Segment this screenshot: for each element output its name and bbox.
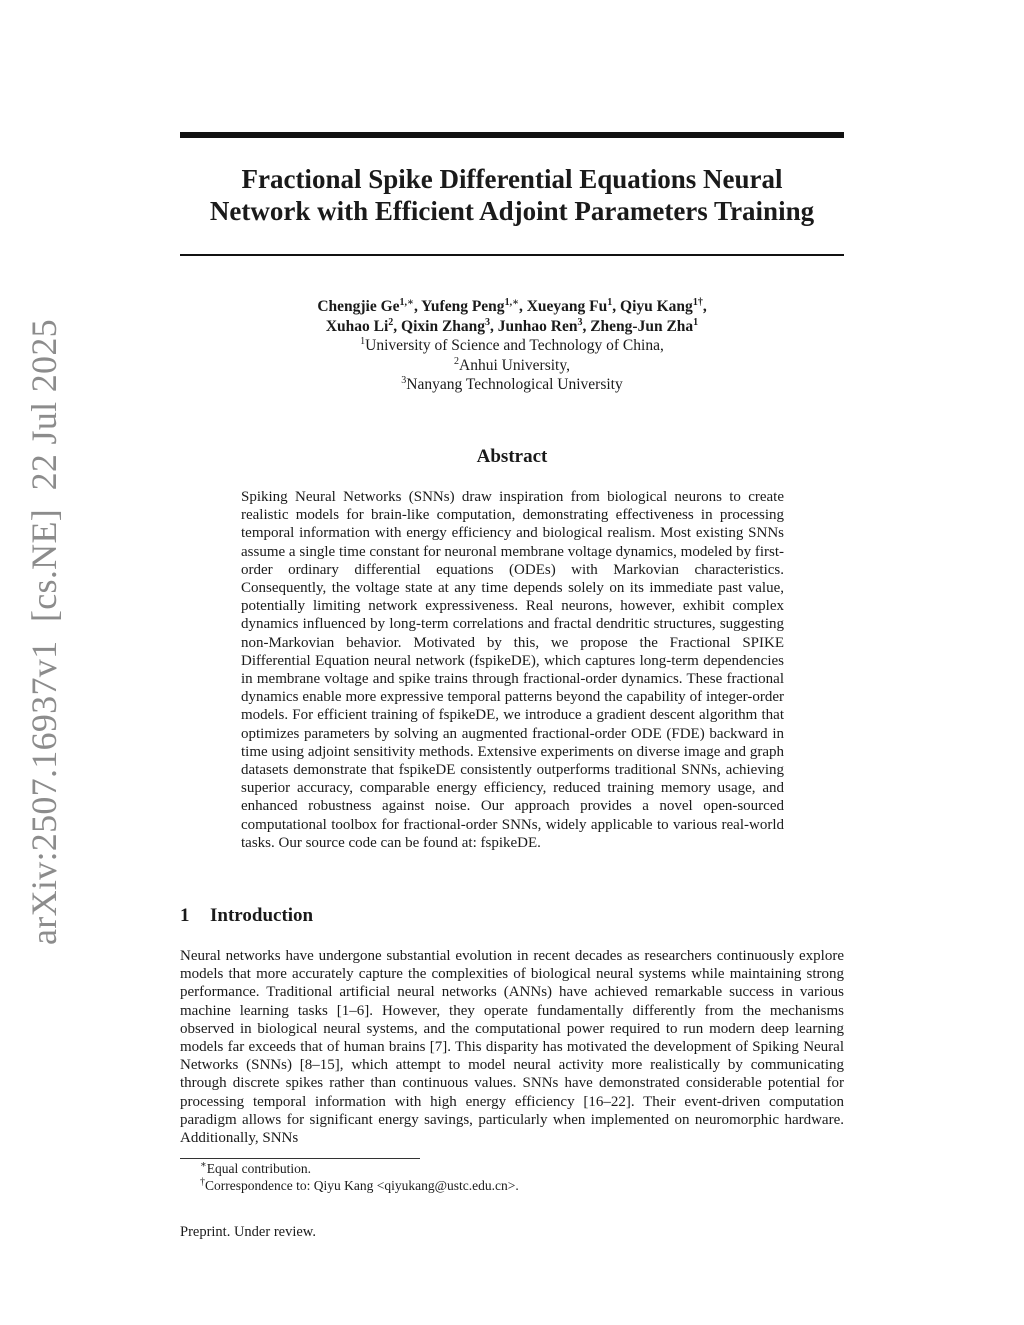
footnote-text: Correspondence to: Qiyu Kang <qiyukang@ustc.edu.cn>.	[205, 1178, 519, 1193]
abstract-heading: Abstract	[476, 446, 548, 467]
author-name: Chengjie Ge	[317, 298, 400, 315]
preprint-footer: Preprint. Under review.	[180, 1224, 316, 1240]
section-heading-introduction	[180, 905, 313, 927]
title-line-2: Network with Efficient Adjoint Parameters Training	[209, 196, 815, 226]
author-name: Zheng-Jun Zha	[590, 317, 694, 335]
author-line-1	[180, 297, 844, 317]
author-separator: ,	[413, 298, 422, 315]
author-name: Qixin Zhang	[401, 317, 486, 335]
affiliation-1	[180, 336, 844, 356]
author-block	[180, 297, 844, 395]
affiliation-text: Anhui University,	[459, 356, 570, 374]
author-affiliation-mark: 1	[607, 296, 613, 308]
footnotes	[180, 1160, 844, 1194]
title-line-1: Fractional Spike Differential Equations Neural	[241, 164, 783, 194]
affiliation-text: Nanyang Technological University	[406, 376, 623, 393]
author-name: Qiyu Kang	[620, 298, 693, 315]
footnote-correspondence	[180, 1177, 844, 1194]
introduction-text: Neural networks have undergone substantial evolution in recent decades as researchers continuously explore models that more accurately capture the complexities of biological neural systems while maintaining strong performance. Traditional artificial neural networks (ANNs) have achieved remarkable success in various machine learning tasks [1–6]. However, they operate fundamentally differently from the mechanisms observed in biological neural systems, and the computational power required to run modern deep learning models far exceeds that of human brains [7]. This disparity has motivated the development of Spiking Neural Networks (SNNs) [8–15], which attempt to model neural activity more realistically by communicating through discrete spikes rather than continuous values. SNNs have demonstrated considerable potential for processing temporal information with high energy efficiency [16–22]. Their event-driven computation paradigm allows for significant energy savings, particularly when implemented on neuromorphic hardware. Additionally, SNNs	[180, 948, 844, 1147]
title-top-rule	[180, 132, 844, 138]
footnote-text: Equal contribution.	[206, 1161, 312, 1176]
author-name: Xueyang Fu	[526, 298, 608, 315]
author-separator: ,	[612, 298, 621, 315]
author-separator: ,	[490, 317, 498, 335]
affiliation-3	[180, 375, 844, 395]
author-affiliation-mark: 1,∗	[399, 296, 414, 308]
author-separator: ,	[518, 298, 527, 315]
author-affiliation-mark: 3	[577, 316, 583, 328]
author-separator: ,	[582, 317, 591, 335]
author-affiliation-mark: 1†	[692, 296, 703, 308]
footnote-mark: †	[200, 1176, 205, 1188]
author-separator: ,	[702, 298, 707, 315]
affiliation-2	[180, 356, 844, 376]
section-title: Introduction	[210, 905, 314, 926]
author-affiliation-mark: 1	[693, 316, 699, 328]
footnote-rule	[180, 1158, 420, 1159]
affiliation-text: University of Science and Technology of China,	[365, 337, 664, 354]
author-line-2	[180, 317, 844, 337]
author-name: Junhao Ren	[497, 317, 578, 335]
section-number: 1	[180, 905, 190, 926]
author-affiliation-mark: 3	[485, 316, 491, 328]
author-name: Yufeng Peng	[421, 298, 505, 315]
author-affiliation-mark: 2	[388, 316, 394, 328]
title-bottom-rule	[180, 254, 844, 256]
arxiv-identifier-stamp: arXiv:2507.16937v1 [cs.NE] 22 Jul 2025	[24, 319, 64, 945]
author-affiliation-mark: 1,∗	[504, 296, 519, 308]
footnote-mark: ∗	[200, 1159, 207, 1171]
footnote-equal-contribution	[180, 1160, 844, 1177]
affiliation-mark: 1	[360, 335, 366, 347]
abstract-text: Spiking Neural Networks (SNNs) draw inspiration from biological neurons to create realistic models for brain-like computation, demonstrating effectiveness in processing temporal information with energy efficiency and biological realism. Most existing SNNs assume a single time constant for neuronal membrane voltage dynamics, modeled by first-order ordinary differential equations (ODEs) with Markovian characteristics. Consequently, the voltage state at any time depends solely on its immediate past value, potentially limiting network expressiveness. Real neurons, however, exhibit complex dynamics influenced by long-term correlations and fractal dendritic structures, suggesting non-Markovian behavior. Motivated by this, we propose the Fractional SPIKE Differential Equation neural network (fspikeDE), which captures long-term dependencies in membrane voltage and spike trains through fractional-order dynamics. These fractional dynamics enable more expressive temporal patterns beyond the capability of integer-order models. For efficient training of fspikeDE, we introduce a gradient descent algorithm that optimizes parameters by solving an augmented fractional-order ODE (FDE) backward in time using adjoint sensitivity methods. Extensive experiments on diverse image and graph datasets demonstrate that fspikeDE consistently outperforms traditional SNNs, achieving superior accuracy, comparable energy efficiency, reduced training memory usage, and enhanced robustness against noise. Our approach provides a novel open-sourced computational toolbox for fractional-order SNNs, widely applicable to various real-world tasks. Our source code can be found at: fspikeDE.	[241, 489, 784, 851]
affiliation-mark: 2	[454, 355, 460, 367]
affiliation-mark: 3	[401, 374, 407, 386]
author-name: Xuhao Li	[325, 317, 389, 335]
paper-title	[180, 163, 844, 227]
author-separator: ,	[393, 317, 402, 335]
